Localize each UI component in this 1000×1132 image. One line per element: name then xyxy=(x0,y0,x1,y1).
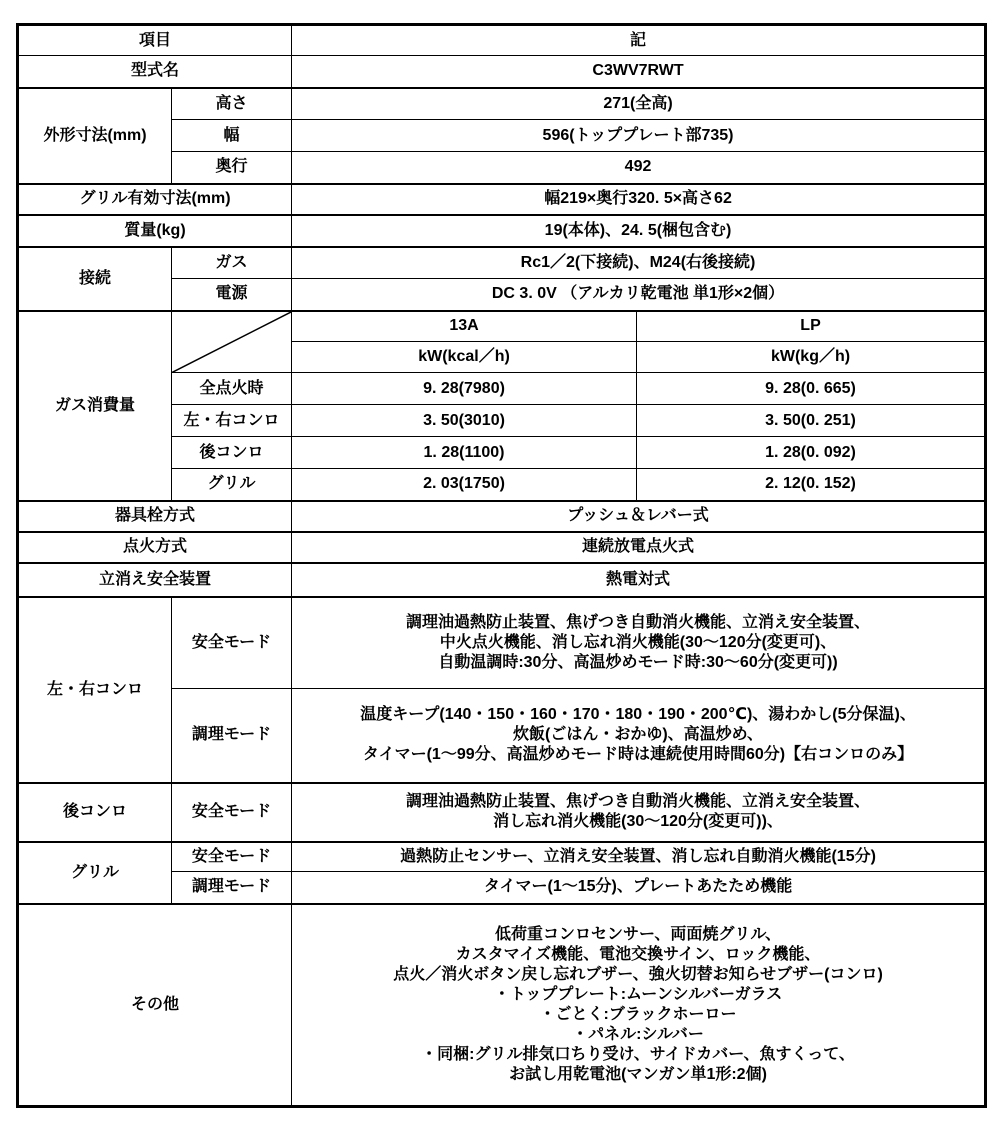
consumption-13a-value: 9. 28(7980) xyxy=(292,373,637,405)
text-line: タイマー(1～99分、高温炒めモード時は連続使用時間60分)【右コンロのみ】 xyxy=(362,746,914,764)
text-line: 中火点火機能、消し忘れ消火機能(30～120分(変更可)、 xyxy=(439,633,837,651)
consumption-13a-value: 2. 03(1750) xyxy=(292,469,637,501)
connection-label: 接続 xyxy=(18,247,172,311)
text-line: お試し用乾電池(マンガン単1形:2個) xyxy=(509,1065,767,1083)
consumption-col-lp: LP xyxy=(637,311,986,342)
spec-table xyxy=(16,23,987,1108)
text-line: 低荷重コンロセンサー、両面焼グリル、 xyxy=(494,925,782,943)
flame-failure-value: 熱電対式 xyxy=(292,563,986,597)
consumption-lp-value: 9. 28(0. 665) xyxy=(637,373,986,405)
consumption-lp-value: 1. 28(0. 092) xyxy=(637,437,986,469)
grill-dims-label: グリル有効寸法(mm) xyxy=(18,184,292,215)
lr-burner-label: 左・右コンロ xyxy=(18,597,172,783)
valve-value: プッシュ＆レバー式 xyxy=(292,501,986,532)
flame-failure-label: 立消え安全装置 xyxy=(18,563,292,597)
valve-label: 器具栓方式 xyxy=(18,501,292,532)
diagonal-line xyxy=(172,312,291,373)
row-ignition xyxy=(18,532,986,563)
row-valve xyxy=(18,501,986,532)
row-model xyxy=(18,56,986,88)
text-line: 消し忘れ消火機能(30～120分(変更可))、 xyxy=(493,813,783,830)
consumption-13a-value: 3. 50(3010) xyxy=(292,405,637,437)
text-line: ・ごとく:ブラックホーロー xyxy=(539,1005,737,1023)
text-line: ・パネル:シルバー xyxy=(572,1025,704,1043)
grill-cooking-mode-label: 調理モード xyxy=(172,872,292,904)
connection-gas-value: Rc1／2(下接続)、M24(右後接続) xyxy=(292,247,986,279)
lr-safety-mode-value xyxy=(292,597,986,689)
weight-label: 質量(kg) xyxy=(18,215,292,247)
lr-cooking-mode-value xyxy=(292,689,986,783)
dims-width-value: 596(トッププレート部735) xyxy=(292,120,986,152)
diagonal-cell xyxy=(172,311,292,373)
dims-width-label: 幅 xyxy=(172,120,292,152)
row-connection-gas xyxy=(18,247,986,279)
consumption-row-label: 後コンロ xyxy=(172,437,292,469)
row-grill-safety xyxy=(18,842,986,872)
row-header xyxy=(18,25,986,56)
rear-safety-mode-value xyxy=(292,783,986,842)
dims-height-value: 271(全高) xyxy=(292,88,986,120)
header-item-label: 項目 xyxy=(18,25,292,56)
consumption-col-13a: 13A xyxy=(292,311,637,342)
text-line: 炊飯(ごはん・おかゆ)、高温炒め、 xyxy=(513,726,764,744)
text-line: ・トッププレート:ムーンシルバーガラス xyxy=(493,985,783,1003)
consumption-row-label: 全点火時 xyxy=(172,373,292,405)
consumption-label: ガス消費量 xyxy=(18,311,172,501)
row-dims-height xyxy=(18,88,986,120)
grill-safety-mode-value: 過熱防止センサー、立消え安全装置、消し忘れ自動消火機能(15分) xyxy=(292,842,986,872)
consumption-row-label: 左・右コンロ xyxy=(172,405,292,437)
dims-depth-value: 492 xyxy=(292,152,986,184)
weight-value: 19(本体)、24. 5(梱包含む) xyxy=(292,215,986,247)
connection-power-label: 電源 xyxy=(172,279,292,311)
connection-gas-label: ガス xyxy=(172,247,292,279)
consumption-unit-lp: kW(kg／h) xyxy=(637,342,986,373)
text-line: 調理油過熱防止装置、焦げつき自動消火機能、立消え安全装置、 xyxy=(406,613,871,631)
connection-power-value: DC 3. 0V （アルカリ乾電池 単1形×2個） xyxy=(292,279,986,311)
text-line: カスタマイズ機能、電池交換サイン、ロック機能、 xyxy=(455,945,821,963)
grill-cooking-mode-value: タイマー(1～15分)、プレートあたため機能 xyxy=(292,872,986,904)
row-rear-safety xyxy=(18,783,986,842)
lr-safety-mode-label: 安全モード xyxy=(172,597,292,689)
text-line: 温度キープ(140・150・160・170・180・190・200℃)、湯わかし(5分保温)、 xyxy=(360,706,916,724)
grill-dims-value: 幅219×奥行320. 5×高さ62 xyxy=(292,184,986,215)
rear-safety-mode-label: 安全モード xyxy=(172,783,292,842)
consumption-unit-13a: kW(kcal／h) xyxy=(292,342,637,373)
grill-safety-mode-label: 安全モード xyxy=(172,842,292,872)
text-line: 点火／消火ボタン戻し忘れブザー、強火切替お知らせブザー(コンロ) xyxy=(393,965,883,983)
rear-burner-label: 後コンロ xyxy=(18,783,172,842)
model-label: 型式名 xyxy=(18,56,292,88)
ignition-value: 連続放電点火式 xyxy=(292,532,986,563)
row-flame-failure xyxy=(18,563,986,597)
text-line: 調理油過熱防止装置、焦げつき自動消火機能、立消え安全装置、 xyxy=(406,793,871,810)
header-desc-label: 記 xyxy=(292,25,986,56)
consumption-row-label: グリル xyxy=(172,469,292,501)
row-consumption-header xyxy=(18,311,986,342)
row-other xyxy=(18,904,986,1107)
row-grill-dims xyxy=(18,184,986,215)
consumption-13a-value: 1. 28(1100) xyxy=(292,437,637,469)
dims-label: 外形寸法(mm) xyxy=(18,88,172,184)
other-label: その他 xyxy=(18,904,292,1107)
row-weight xyxy=(18,215,986,247)
row-lr-safety xyxy=(18,597,986,689)
lr-cooking-mode-label: 調理モード xyxy=(172,689,292,783)
text-line: 自動温調時:30分、高温炒めモード時:30～60分(変更可)) xyxy=(438,653,838,671)
model-value: C3WV7RWT xyxy=(292,56,986,88)
text-line: ・同梱:グリル排気口ちり受け、サイドカバー、魚すくって、 xyxy=(421,1045,855,1063)
other-value xyxy=(292,904,986,1107)
consumption-lp-value: 2. 12(0. 152) xyxy=(637,469,986,501)
ignition-label: 点火方式 xyxy=(18,532,292,563)
dims-depth-label: 奥行 xyxy=(172,152,292,184)
consumption-lp-value: 3. 50(0. 251) xyxy=(637,405,986,437)
grill-label: グリル xyxy=(18,842,172,904)
dims-height-label: 高さ xyxy=(172,88,292,120)
